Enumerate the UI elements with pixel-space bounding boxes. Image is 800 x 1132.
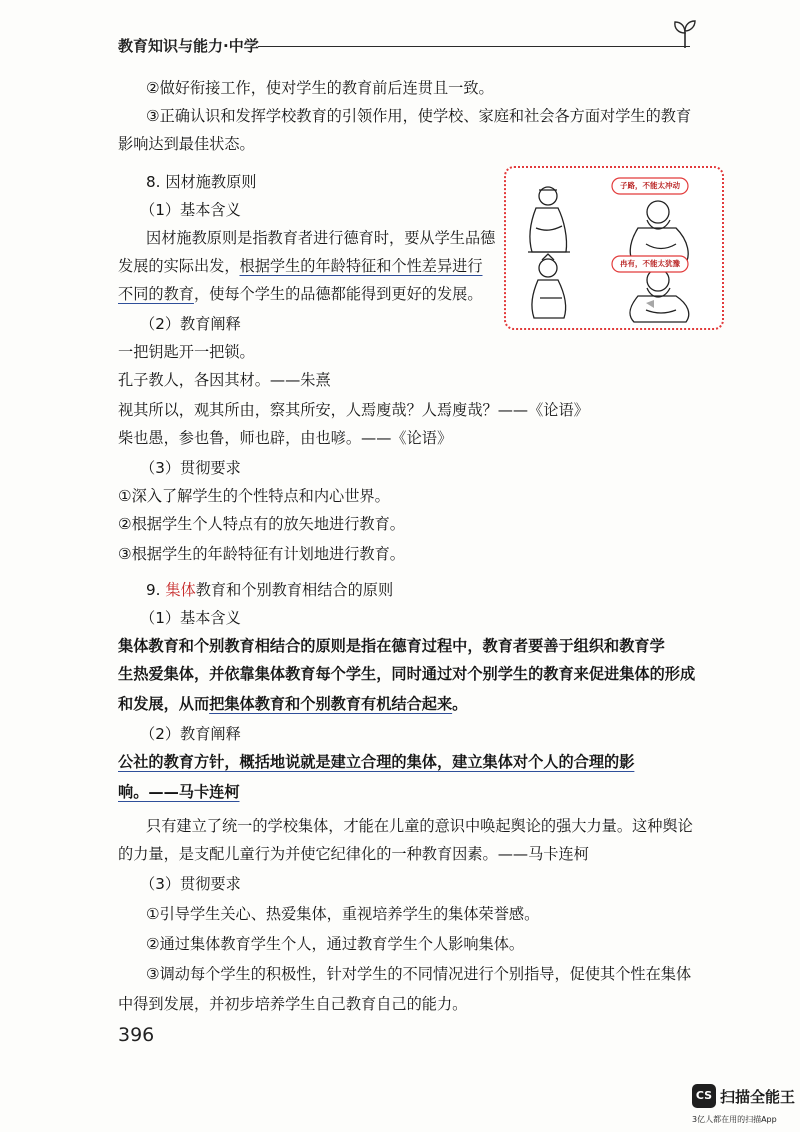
sprout-icon (668, 16, 702, 50)
requirement-item: ①深入了解学生的个性特点和内心世界。 (118, 487, 390, 505)
text-span: 和发展，从而 (118, 695, 210, 713)
underlined-text: 根据学生的年龄特征和个性差异进行 (239, 257, 483, 275)
highlighted-text: 集体 (165, 581, 196, 599)
subheading: （3）贯彻要求 (140, 459, 241, 477)
requirement-item: ②根据学生个人特点有的放矢地进行教育。 (118, 515, 405, 533)
header-title: 教育知识与能力·中学 (118, 37, 259, 55)
requirement-item: ③根据学生的年龄特征有计划地进行教育。 (118, 545, 405, 563)
scanner-watermark (692, 1084, 796, 1128)
subheading: （1）基本含义 (140, 201, 241, 219)
paragraph-line (118, 284, 483, 304)
paragraph-line: ③正确认识和发挥学校教育的引领作用，使学校、家庭和社会各方面对学生的教育 (146, 107, 692, 125)
page-number: 396 (118, 1024, 155, 1046)
requirement-item: 中得到发展，并初步培养学生自己教育自己的能力。 (118, 995, 468, 1013)
paragraph-line: 生热爱集体，并依靠集体教育每个学生，同时通过对个别学生的教育来促进集体的形成 (118, 665, 696, 683)
section-9-title (146, 580, 393, 600)
text-span: 教育和个别教育相结合的原则 (195, 581, 394, 599)
paragraph-line (118, 694, 467, 714)
text-span: ，使每个学生的品德都能得到更好的发展。 (193, 285, 483, 303)
requirement-item: ②通过集体教育学生个人，通过教育学生个人影响集体。 (146, 935, 525, 953)
section-8-title: 8. 因材施教原则 (146, 173, 257, 191)
subheading: （2）教育阐释 (140, 315, 241, 333)
paragraph-line (118, 256, 483, 276)
text-span: 9. (146, 581, 166, 599)
quote-line: 只有建立了统一的学校集体，才能在儿童的意识中唤起舆论的强大力量。这种舆论 (146, 817, 693, 835)
paragraph-line: 集体教育和个别教育相结合的原则是指在德育过程中，教育者要善于组织和教育学 (118, 637, 665, 655)
underlined-text: 不同的教育 (118, 285, 194, 303)
quote-line: 一把钥匙开一把锁。 (118, 343, 255, 361)
quote-line: 柴也愚，参也鲁，师也辟，由也喭。——《论语》 (118, 429, 453, 447)
speech-bubble-1: 子路，不能太冲动 (620, 181, 680, 190)
header-rule (258, 46, 690, 47)
paragraph-line: 因材施教原则是指教育者进行德育时，要从学生品德 (146, 229, 496, 247)
quote-line: 的力量，是支配儿童行为并使它纪律化的一种教育因素。——马卡连柯 (118, 845, 589, 863)
paragraph-line: ②做好衔接工作，使对学生的教育前后连贯且一致。 (146, 79, 494, 97)
text-span: 。 (452, 695, 468, 713)
subheading: （2）教育阐释 (140, 725, 241, 743)
scanner-logo-icon: CS (692, 1084, 716, 1108)
paragraph-line: 影响达到最佳状态。 (118, 135, 255, 153)
underlined-text: 把集体教育和个别教育有机结合起来 (209, 695, 453, 713)
quote-line: 响。——马卡连柯 (118, 783, 240, 801)
scanner-tagline: 3亿人都在用的扫描App (692, 1115, 777, 1124)
subheading: （3）贯彻要求 (140, 875, 241, 893)
scanner-app-name: 扫描全能王 (720, 1088, 796, 1106)
speech-bubble-2: 冉有，不能太犹豫 (620, 259, 680, 268)
requirement-item: ①引导学生关心、热爱集体，重视培养学生的集体荣誉感。 (146, 905, 540, 923)
requirement-item: ③调动每个学生的积极性，针对学生的不同情况进行个别指导，促使其个性在集体 (146, 965, 692, 983)
text-span: 发展的实际出发， (118, 257, 240, 275)
quote-line: 公社的教育方针，概括地说就是建立合理的集体，建立集体对个人的合理的影 (118, 753, 635, 771)
confucius-illustration (504, 166, 724, 330)
subheading: （1）基本含义 (140, 609, 241, 627)
quote-line: 视其所以，观其所由，察其所安，人焉廋哉？人焉廋哉？——《论语》 (118, 401, 589, 419)
quote-line: 孔子教人，各因其材。——朱熹 (118, 371, 331, 389)
